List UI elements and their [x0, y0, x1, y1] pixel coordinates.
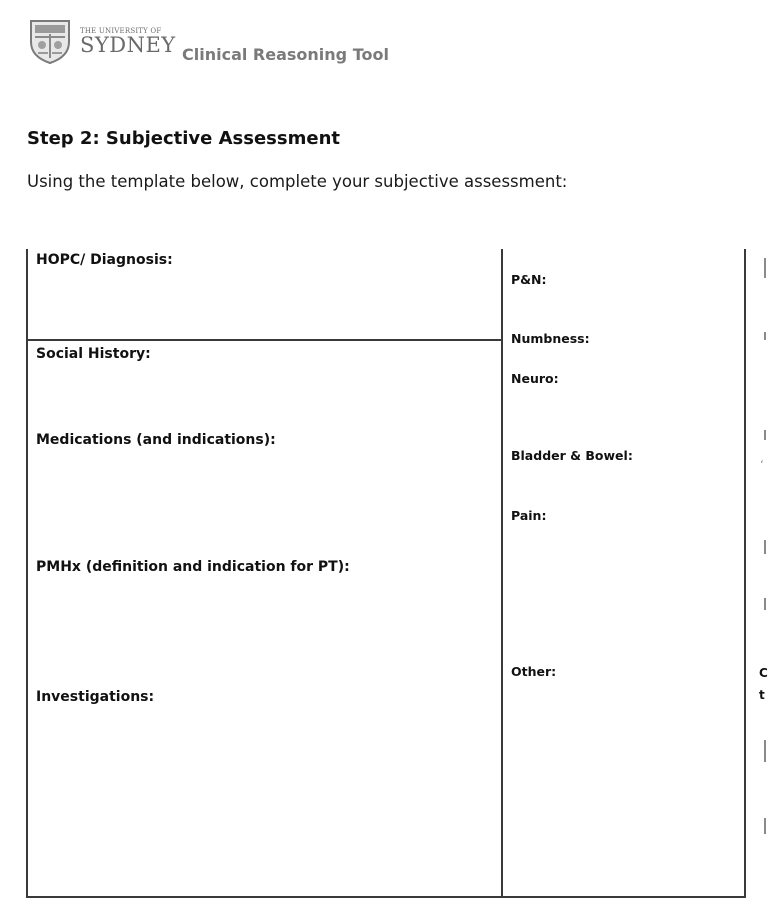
medications-label: Medications (and indications): — [36, 432, 276, 448]
step-title: Step 2: Subjective Assessment — [27, 128, 340, 149]
neuro-label: Neuro: — [511, 371, 559, 386]
table-middle-divider — [501, 249, 503, 898]
tool-title: Clinical Reasoning Tool — [182, 45, 389, 64]
clipped-border-fragment — [764, 818, 766, 834]
pain-label: Pain: — [511, 508, 547, 523]
table-hopc-divider — [26, 339, 503, 341]
numbness-label: Numbness: — [511, 331, 590, 346]
other-label: Other: — [511, 664, 557, 679]
clipped-border-fragment — [764, 740, 766, 762]
table-left-border — [26, 249, 28, 898]
investigations-label: Investigations: — [36, 689, 155, 705]
clipped-border-fragment — [764, 258, 766, 278]
social-history-label: Social History: — [36, 346, 151, 362]
university-name: SYDNEY — [80, 33, 176, 57]
clipped-border-fragment — [764, 430, 766, 440]
clipped-text-t: t — [759, 688, 765, 702]
clipped-mark: ‘ — [760, 458, 764, 472]
instruction-text: Using the template below, complete your subjective assessment: — [27, 172, 568, 191]
bladder-bowel-label: Bladder & Bowel: — [511, 448, 633, 463]
table-bottom-border — [26, 896, 746, 898]
clipped-border-fragment — [764, 540, 766, 554]
university-crest-icon — [28, 18, 72, 64]
clipped-border-fragment — [764, 332, 766, 340]
clipped-border-fragment — [764, 598, 766, 610]
university-small-text: THE UNIVERSITY OF — [80, 27, 162, 35]
hopc-diagnosis-label: HOPC/ Diagnosis: — [36, 252, 173, 268]
pn-label: P&N: — [511, 272, 547, 287]
table-right-border — [744, 249, 746, 898]
clipped-text-c: C — [759, 666, 768, 680]
pmhx-label: PMHx (definition and indication for PT): — [36, 559, 350, 575]
